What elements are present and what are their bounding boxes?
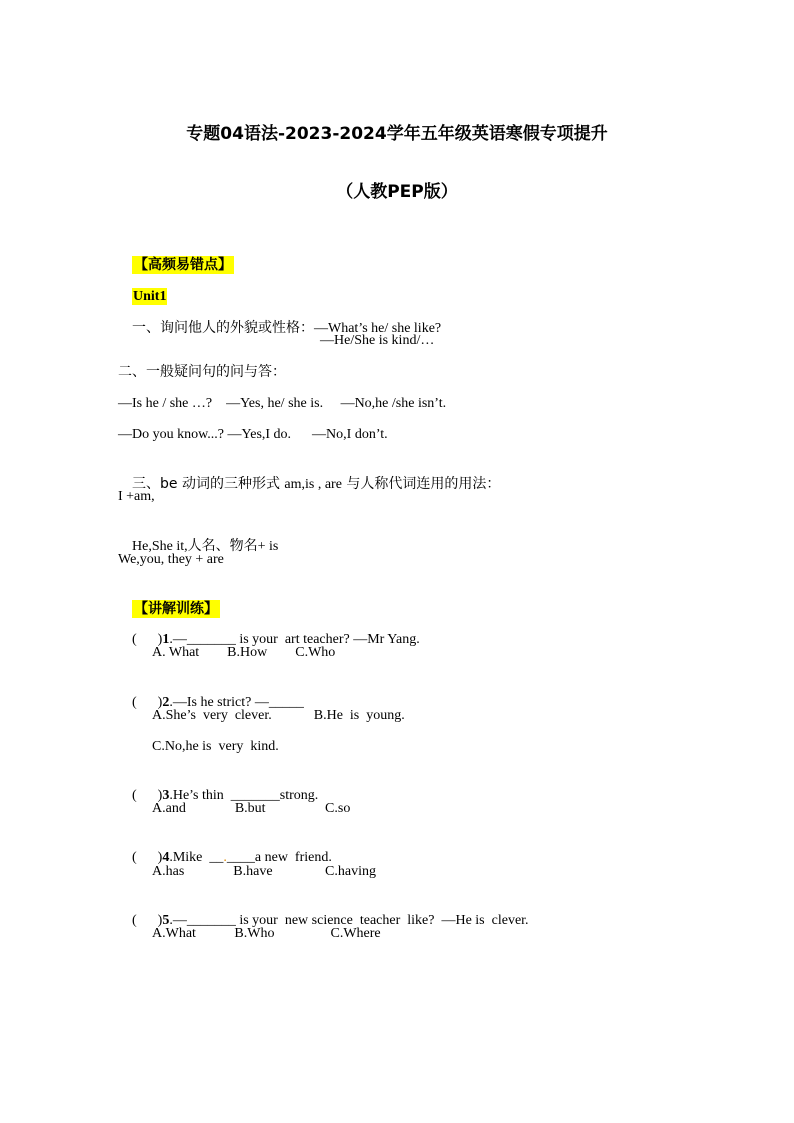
rule-line-2-verb: + is — [257, 539, 279, 554]
grammar-point-2-example-1: —Is he / she …? —Yes, he/ she is. —No,he /she isn’t. — [118, 396, 447, 411]
answer-blank-paren[interactable]: ( ) — [132, 850, 163, 865]
rule-line-2-pronouns: He,She it, — [132, 539, 188, 554]
question-5-options: A.What B.Who C.Where — [152, 926, 381, 941]
question-3-options: A.and B.but C.so — [152, 801, 351, 816]
question-2-options-1: A.She’s very clever. B.He is young. — [152, 708, 405, 723]
question-number: 5 — [162, 913, 170, 928]
document-title: 专题04语法-2023-2024学年五年级英语寒假专项提升 — [186, 124, 608, 144]
question-number: 1 — [162, 632, 170, 647]
stray-mark: . — [223, 850, 227, 865]
answer-blank-paren[interactable]: ( ) — [132, 788, 163, 803]
highlighted-heading: 【讲解训练】 — [134, 601, 218, 617]
grammar-point-1-question: —What’s he/ she like? — [314, 321, 442, 336]
grammar-point-1-label: 一、询问他人的外貌或性格： — [132, 320, 314, 336]
question-text: .—Is he strict? —_____ — [169, 695, 304, 710]
answer-blank-paren[interactable]: ( ) — [132, 695, 163, 710]
grammar-point-3-forms: am,is , are — [284, 477, 342, 492]
grammar-point-2-label: 二、一般疑问句的问与答： — [118, 364, 286, 380]
grammar-point-3 — [118, 457, 500, 512]
grammar-point-3-prefix: 三、be — [132, 476, 178, 492]
document-subtitle: （人教PEP版） — [336, 182, 458, 202]
question-text-part-1: .Mike __ — [169, 850, 224, 865]
rule-line-3: We,you, they + are — [118, 552, 224, 567]
unit-label-text: Unit1 — [133, 289, 167, 304]
grammar-point-3-middle: 动词的三种形式 — [177, 476, 285, 492]
grammar-point-2-example-2: —Do you know...? —Yes,I do. —No,I don’t. — [118, 427, 388, 442]
question-text: .—_______ is your new science teacher like? —He is clever. — [169, 913, 529, 928]
question-4-options: A.has B.have C.having — [152, 864, 376, 879]
rule-line-1: I +am, — [118, 489, 155, 504]
rule-line-2-nouns: 人名、物名 — [187, 538, 258, 554]
highlighted-heading: 【高频易错点】 — [134, 257, 232, 273]
question-text: .—_______ is your art teacher? —Mr Yang. — [169, 632, 420, 647]
question-number: 2 — [162, 695, 170, 710]
answer-blank-paren[interactable]: ( ) — [132, 913, 163, 928]
question-text: .He’s thin _______strong. — [169, 788, 319, 803]
question-text-part-2: ____a new friend. — [226, 850, 332, 865]
question-1-options: A. What B.How C.Who — [152, 645, 336, 660]
question-number: 4 — [162, 850, 170, 865]
grammar-point-1-answer: —He/She is kind/… — [320, 333, 435, 348]
question-2-options-2: C.No,he is very kind. — [152, 739, 279, 754]
question-number: 3 — [162, 788, 170, 803]
answer-blank-paren[interactable]: ( ) — [132, 632, 163, 647]
grammar-point-3-suffix: 与人称代词连用的用法： — [341, 476, 501, 492]
